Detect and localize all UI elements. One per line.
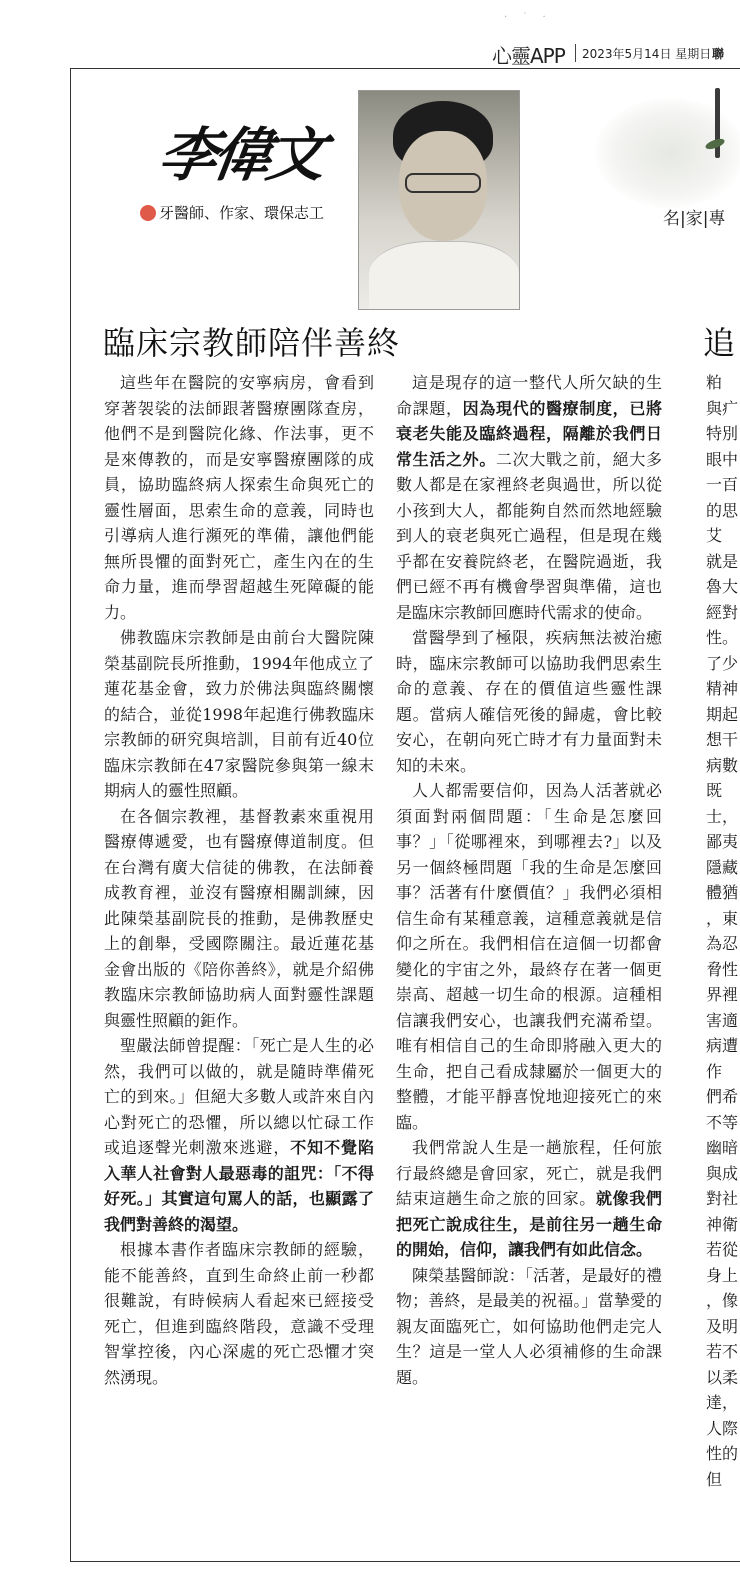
adjacent-line-fragment: 想干 xyxy=(706,730,739,749)
adjacent-line-fragment: ，東 xyxy=(706,908,739,928)
paragraph: 這些年在醫院的安寧病房，會看到穿著袈裟的法師跟著醫療團隊查房，他們不是到醫院化緣、作法事，更不是來傳教的，而是安寧醫療團隊的成員，協助臨終病人探索生命與死亡的靈性層面，思索生命的意義，同時也引導病人進行瀕死的準備，讓他們能無所畏懼的面對死亡，產生內在的生命力量，進而學習超越生死障礙的能力。 xyxy=(104,373,374,622)
adjacent-line-fragment: 既 xyxy=(706,781,723,800)
adjacent-line-fragment: 體猶 xyxy=(706,883,739,902)
adjacent-line-fragment: 隱藏 xyxy=(706,857,739,877)
adjacent-line-fragment: 一百 xyxy=(706,475,739,494)
adjacent-line-fragment: 艾 xyxy=(706,526,723,545)
author-photo xyxy=(358,90,520,310)
adjacent-line-fragment: 粕 xyxy=(706,373,723,392)
adjacent-line-fragment: 神衛 xyxy=(706,1214,739,1234)
adjacent-line-fragment: 經對 xyxy=(706,602,739,622)
adjacent-line-fragment: 害適 xyxy=(706,1010,739,1030)
adjacent-line-fragment: 魯大 xyxy=(706,577,739,596)
article-column-1 xyxy=(104,370,374,1390)
publication-date: 2023年5月14日 星期日 xyxy=(582,47,712,61)
adjacent-line-fragment: 不等 xyxy=(706,1112,739,1132)
paragraph: 陳榮基醫師說：「活著，是最好的禮物；善終，是最美的祝福。」當摯愛的親友面臨死亡，如何協助他們走完人生？這是一堂人人必須補修的生命課題。 xyxy=(396,1265,662,1387)
paper-name-fragment: 聯 xyxy=(712,47,725,61)
column-decoration xyxy=(595,88,740,238)
adjacent-line-fragment: 達， xyxy=(706,1393,739,1412)
adjacent-line-fragment: 脅性 xyxy=(706,959,739,979)
bullet-dot-icon xyxy=(140,205,156,221)
adjacent-line-fragment: 人際 xyxy=(706,1418,739,1438)
scan-marks: · ˙ · xyxy=(504,12,552,23)
adjacent-line-fragment: 期起 xyxy=(706,704,739,724)
section-brand: 心靈APP xyxy=(492,44,565,68)
adjacent-line-fragment: 幽暗 xyxy=(706,1138,739,1157)
article-title: 臨床宗教師陪伴善終 xyxy=(103,324,401,362)
adjacent-line-fragment: 性。 xyxy=(706,628,739,647)
adjacent-line-fragment: 病數 xyxy=(706,755,739,775)
paragraph: 這是現存的這一整代人所欠缺的生命課題，因為現代的醫療制度，已將衰老失能及臨終過程，隔離於我們日常生活之外。二次大戰之前，絕大多數人都是在家裡終老與過世，所以從小孩到大人，都能夠自然而然地經驗到人的衰老與死亡過程，但是現在幾乎都在安養院終老，在醫院過逝，我們已經不再有機會學習與準備，這也是臨床宗教師回應時代需求的使命。 xyxy=(396,373,662,622)
article-column-2 xyxy=(396,370,662,1390)
adjacent-line-fragment: 士， xyxy=(706,806,739,826)
adjacent-line-fragment: 與成 xyxy=(706,1163,739,1183)
adjacent-line-fragment: 若從 xyxy=(706,1240,739,1259)
page-header xyxy=(0,30,740,70)
adjacent-line-fragment: 但 xyxy=(706,1469,723,1489)
adjacent-line-fragment: 為忍 xyxy=(706,934,739,953)
author-signature: 李偉文 xyxy=(154,121,327,189)
column-section-label: 名|家|專 xyxy=(663,209,726,229)
author-description xyxy=(140,202,324,223)
adjacent-line-fragment: 們希 xyxy=(706,1087,739,1106)
adjacent-line-fragment: 眼中 xyxy=(706,449,739,469)
paragraph: 當醫學到了極限，疾病無法被治癒時，臨床宗教師可以協助我們思索生命的意義、存在的價值這些靈性課題。當病人確信死後的歸處，會比較安心，在朝向死亡時才有力量面對未知的未來。 xyxy=(396,628,662,775)
adjacent-article-column xyxy=(706,370,740,1560)
adjacent-article-title: 追 xyxy=(703,324,736,362)
adjacent-line-fragment: 鄙夷 xyxy=(706,832,739,851)
adjacent-line-fragment: ，像 xyxy=(706,1291,739,1310)
adjacent-line-fragment: 界裡 xyxy=(706,985,739,1004)
paragraph: 聖嚴法師曾提醒：「死亡是人生的必然，我們可以做的，就是隨時準備死亡的到來。」但絕大多數人或許來自內心對死亡的恐懼，所以總以忙碌工作或追逐聲光刺激來逃避，不知不覺陷入華人社會對人最惡毒的詛咒：「不得好死。」其實這句罵人的話，也顯露了我們對善終的渴望。 xyxy=(104,1036,374,1234)
adjacent-line-fragment: 特別 xyxy=(706,424,739,443)
paragraph: 我們常說人生是一趟旅程，任何旅行最終總是會回家，死亡，就是我們結束這趟生命之旅的回家。就像我們把死亡說成往生，是前往另一趟生命的開始，信仰，讓我們有如此信念。 xyxy=(396,1138,662,1259)
adjacent-line-fragment: 以柔 xyxy=(706,1367,739,1387)
adjacent-line-fragment: 的思 xyxy=(706,500,739,520)
header-divider xyxy=(575,44,576,62)
paragraph: 人人都需要信仰，因為人活著就必須面對兩個問題：「生命是怎麼回事？」「從哪裡來，到哪裡去?」以及另一個終極問題「我的生命是怎麼回事？活著有什麼價值？」我們必須相信生命有某種意義，這種意義就是信仰之所在。我們相信在這個一切都會變化的宇宙之外，最終存在著一個更崇高、超越一切生命的根源。這種相信讓我們安心，也讓我們充滿希望。唯有相信自己的生命即將融入更大的生命，把自己看成隸屬於一個更大的整體，才能平靜喜悅地迎接死亡的來臨。 xyxy=(396,781,662,1132)
author-description-text: 牙醫師、作家、環保志工 xyxy=(159,204,325,222)
adjacent-line-fragment: 精神 xyxy=(706,679,739,698)
adjacent-line-fragment: 了少 xyxy=(706,653,739,673)
adjacent-line-fragment: 性的 xyxy=(706,1444,739,1463)
adjacent-line-fragment: 病遭 xyxy=(706,1036,739,1055)
paragraph: 在各個宗教裡，基督教素來重視用醫療傳遞愛，也有醫療傳道制度。但在台灣有廣大信徒的佛教，在法師養成教育裡，並沒有醫療相關訓練，因此陳榮基副院長的推動，是佛教歷史上的創舉，受國際關注。最近蓮花基金會出版的《陪你善終》，就是介紹佛教臨床宗教師協助病人面對靈性課題與靈性照顧的鉅作。 xyxy=(104,806,374,1030)
adjacent-line-fragment: 若不 xyxy=(706,1342,739,1361)
adjacent-line-fragment: 及明 xyxy=(706,1316,739,1336)
adjacent-line-fragment: 就是 xyxy=(706,551,739,571)
adjacent-line-fragment: 身上 xyxy=(706,1265,739,1285)
paragraph: 佛教臨床宗教師是由前台大醫院陳榮基副院長所推動，1994年他成立了蓮花基金會，致力於佛法與臨終關懷的結合，並從1998年起進行佛教臨床宗教師的研究與培訓，目前有近40位臨床宗教師在47家醫院參與第一線末期病人的靈性照顧。 xyxy=(104,628,374,800)
adjacent-line-fragment: 對社 xyxy=(706,1189,739,1208)
paragraph: 根據本書作者臨床宗教師的經驗，能不能善終，直到生命終止前一秒都很難說，有時候病人看起來已經接受死亡，但進到臨終階段，意識不受理智掌控後，內心深處的死亡恐懼才突然湧現。 xyxy=(104,1240,374,1387)
adjacent-line-fragment: 與疒 xyxy=(706,398,739,418)
adjacent-line-fragment: 作 xyxy=(706,1061,723,1081)
